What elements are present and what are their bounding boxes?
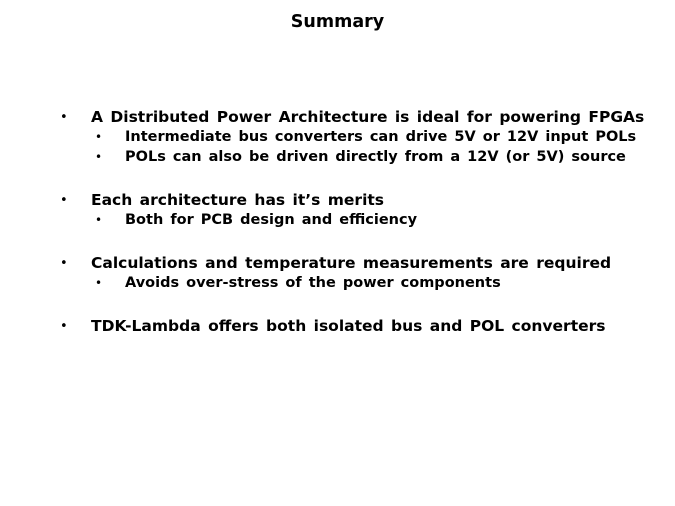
sub-bullet-item [91, 127, 650, 147]
sub-bullet-marker: • [95, 213, 103, 227]
bullet-item [60, 190, 650, 230]
slide-title: Summary [290, 12, 385, 32]
sub-bullet-text: Avoids over-stress of the power components [125, 275, 501, 291]
sub-bullet-marker: • [95, 130, 103, 144]
sub-bullet-item [91, 273, 650, 293]
bullet-item [60, 107, 650, 167]
sub-bullet-text: Both for PCB design and efficiency [125, 212, 418, 228]
bullet-text: TDK-Lambda offers both isolated bus and POL converters [91, 317, 606, 335]
sub-bullet-item [91, 210, 650, 230]
bullet-marker: • [60, 319, 68, 334]
sub-bullet-list [91, 127, 650, 167]
bullet-marker: • [60, 110, 68, 125]
bullet-item [60, 253, 650, 293]
bullet-list [60, 107, 650, 360]
sub-bullet-marker: • [95, 150, 103, 164]
bullet-text: Calculations and temperature measurements are required [91, 254, 612, 272]
bullet-marker: • [60, 193, 68, 208]
sub-bullet-item [91, 147, 650, 167]
sub-bullet-text: POLs can also be driven directly from a 12V (or 5V) source [125, 149, 626, 165]
bullet-item [60, 316, 650, 337]
sub-bullet-text: Intermediate bus converters can drive 5V or 12V input POLs [125, 129, 637, 145]
bullet-text: Each architecture has it’s merits [91, 191, 385, 209]
sub-bullet-marker: • [95, 276, 103, 290]
sub-bullet-list [91, 210, 650, 230]
bullet-text: A Distributed Power Architecture is ideal for powering FPGAs [91, 108, 645, 126]
sub-bullet-list [91, 273, 650, 293]
bullet-marker: • [60, 256, 68, 271]
